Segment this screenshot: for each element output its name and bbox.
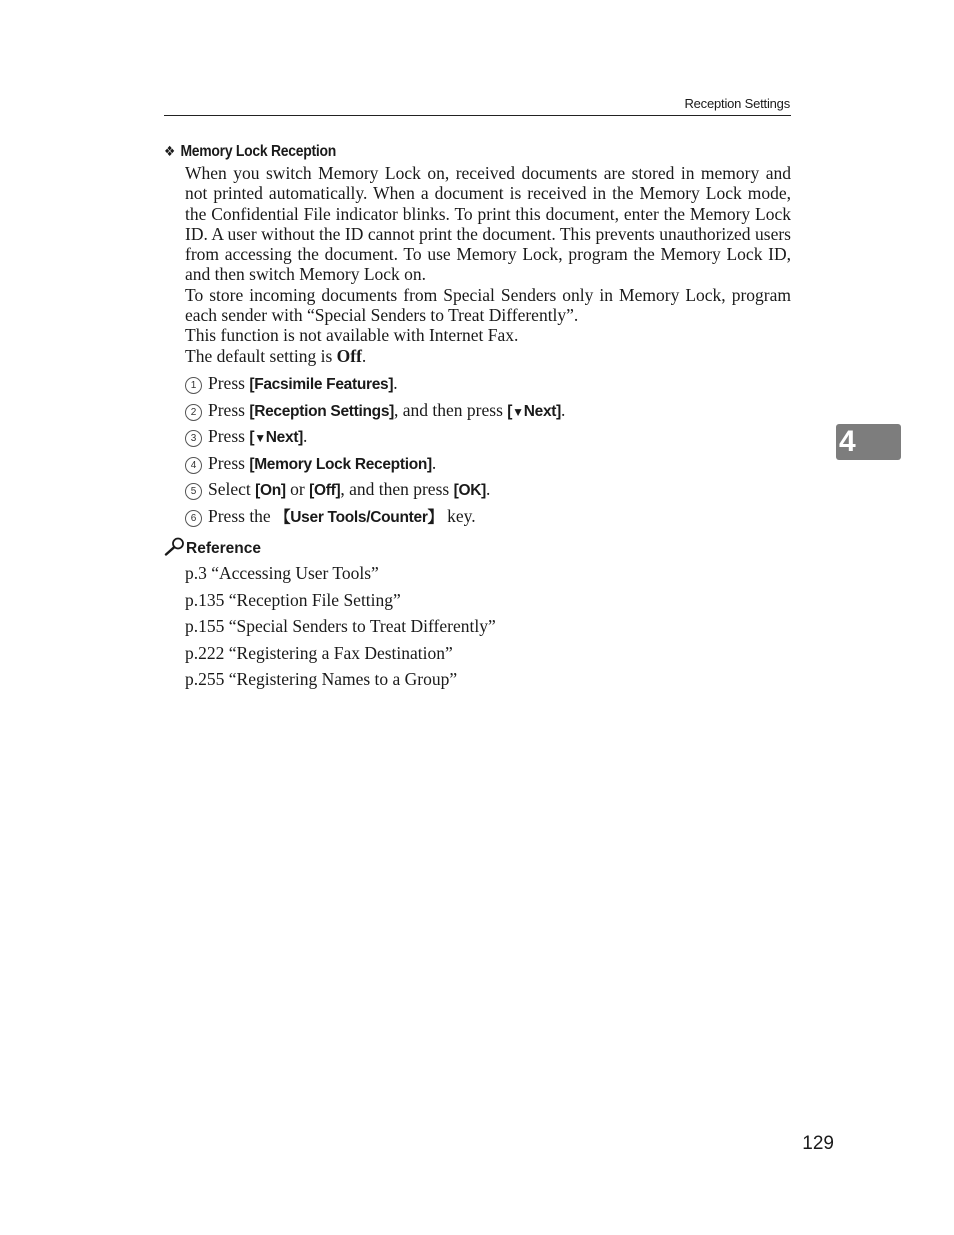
step-text: Press: [208, 452, 250, 473]
body-paragraph: To store incoming documents from Special Senders only in Memory Lock, program each sender with “Special Senders to Treat Differently”.: [185, 284, 791, 326]
down-arrow-icon: ▼: [512, 404, 524, 419]
step-text: .: [485, 479, 491, 499]
key-text: Next]: [523, 402, 561, 420]
step-item: [185, 476, 791, 503]
step-number: 4: [185, 457, 202, 474]
key-label: [Reception Settings]: [249, 402, 395, 420]
reference-link[interactable]: p.155 “Special Senders to Treat Differently”: [185, 616, 496, 636]
page-number: 129: [802, 1133, 834, 1154]
step-text: .: [303, 426, 308, 446]
procedure-steps: [185, 370, 791, 529]
step-text: Press: [208, 373, 250, 393]
magnifier-reference-icon: [164, 537, 185, 561]
key-bracket: [: [249, 429, 255, 446]
step-text: .: [431, 452, 437, 473]
key-label: [On]: [255, 482, 286, 499]
step-text: , and then press: [340, 479, 454, 499]
step-item: [185, 503, 791, 530]
chapter-number: 4: [839, 425, 856, 458]
body-paragraph: When you switch Memory Lock on, received documents are stored in memory and not printed automatically. When a document is received in the Memory Lock mode, the Confidential File indicator blinks. To print this document, enter the Memory Lock ID. A user without the ID cannot print the document. This prevents unauthorized users from accessing the document. To use Memory Lock, program the Memory Lock ID, and then switch Memory Lock on.: [185, 163, 791, 285]
default-setting-suffix: .: [361, 345, 367, 366]
key-label: [Off]: [309, 482, 341, 499]
step-number: 1: [185, 377, 202, 394]
step-text: .: [561, 399, 566, 420]
step-text: Press: [208, 426, 250, 446]
step-item: [185, 370, 791, 397]
step-item: [185, 450, 791, 477]
section-heading: [164, 143, 336, 161]
key-text: Next]: [265, 429, 304, 446]
step-text: or: [285, 479, 310, 499]
key-label: 【User Tools/Counter】: [275, 508, 443, 526]
section-body: [185, 163, 791, 366]
diamond-bullet-icon: ❖: [164, 143, 176, 159]
reference-link[interactable]: p.3 “Accessing User Tools”: [185, 563, 379, 583]
reference-heading: [164, 537, 261, 561]
step-text: Press: [208, 399, 250, 420]
step-number: 3: [185, 430, 202, 447]
header-rule: [164, 115, 791, 116]
step-text: key.: [442, 505, 476, 526]
step-number: 5: [185, 483, 202, 500]
section-title: Memory Lock Reception: [180, 143, 337, 160]
key-label: [Facsimile Features]: [249, 376, 394, 393]
reference-link[interactable]: p.222 “Registering a Fax Destination”: [185, 642, 453, 663]
step-item: [185, 423, 791, 450]
step-number: 6: [185, 510, 202, 527]
reference-link[interactable]: p.135 “Reception File Setting”: [185, 589, 401, 610]
down-arrow-icon: ▼: [254, 431, 266, 445]
reference-list: [185, 560, 791, 693]
step-number: 2: [185, 404, 202, 421]
default-setting-value: Off: [336, 345, 362, 366]
chapter-tab: [836, 424, 901, 460]
body-paragraph: This function is not available with Internet Fax.: [185, 325, 519, 346]
step-text: Select: [208, 479, 256, 499]
key-label: [Memory Lock Reception]: [249, 455, 432, 473]
key-bracket: [: [507, 402, 513, 420]
step-text: , and then press: [394, 399, 508, 420]
key-label: [249, 429, 303, 446]
key-label: [OK]: [453, 482, 486, 499]
key-label: [507, 403, 561, 420]
default-setting-line: [185, 346, 791, 366]
reference-link[interactable]: p.255 “Registering Names to a Group”: [185, 669, 458, 689]
step-text: .: [393, 373, 398, 393]
default-setting-prefix: The default setting is: [185, 345, 337, 366]
step-item: [185, 397, 791, 424]
running-header: Reception Settings: [684, 96, 790, 111]
reference-title: Reference: [186, 540, 261, 557]
step-text: Press the: [208, 505, 276, 526]
